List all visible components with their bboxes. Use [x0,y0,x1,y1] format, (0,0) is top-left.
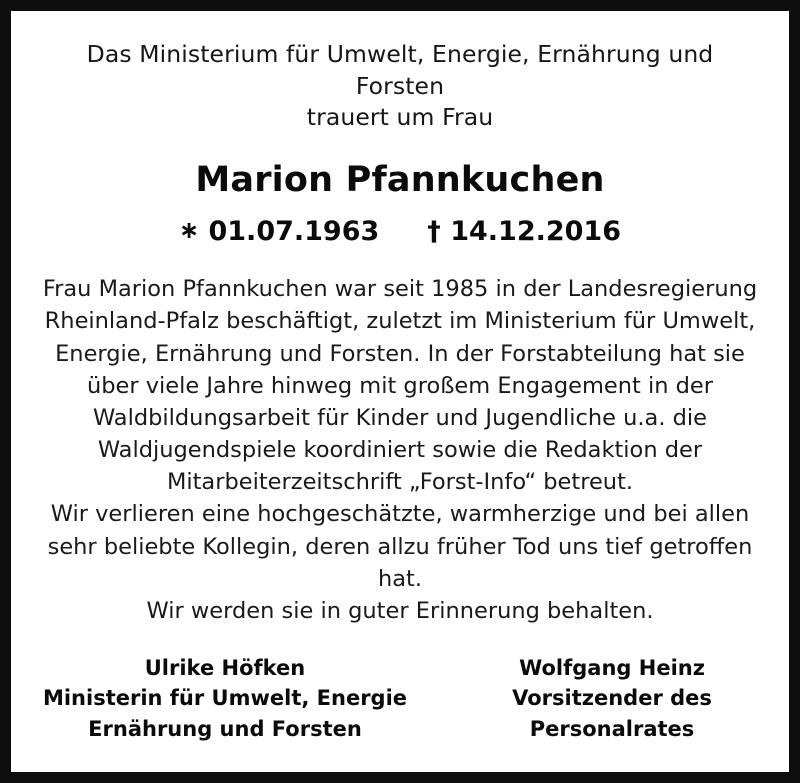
paragraph-tribute: Wir verlieren eine hochgeschätzte, warmherzige und bei allen sehr beliebte Kollegin, deren allzu früher Tod uns tief getroffen hat. [47,501,753,592]
deceased-name: Marion Pfannkuchen [195,160,605,201]
signatory-name: Ulrike Höfken [144,656,306,681]
birth-date: 01.07.1963 [208,216,380,248]
death-date: 14.12.2016 [450,216,622,248]
life-dates [179,216,621,247]
signatory-role-line-1: Vorsitzender des [512,686,712,711]
birth-star-icon: ∗ [178,216,200,245]
signatory-minister [43,653,407,744]
paragraph-biography: Frau Marion Pfannkuchen war seit 1985 in der Landesregierung Rheinland-Pfalz beschäftigt, zuletzt im Ministerium für Umwelt, Energie, Ernährung und Forsten. In der Forstabteilung hat sie über viele Jahre hinweg mit großem Engagement in der Waldbildungsarbeit für Kinder und Jugendliche u.a. die Waldjugendspiele koordiniert sowie die Redaktion der Mitarbeiterzeitschrift „Forst-Info“ betreut. [42,276,758,496]
signatory-role-line-2: Ernährung und Forsten [88,716,362,741]
death-date-group [427,216,621,247]
birth-date-group [179,216,379,247]
signatories [39,653,761,744]
intro-line-1: Das Ministerium für Umwelt, Energie, Ernährung und Forsten [86,40,714,100]
signatory-role-line-2: Personalrates [529,716,695,741]
signatory-name: Wolfgang Heinz [519,656,705,681]
signatory-role-line-1: Ministerin für Umwelt, Energie [42,686,408,711]
obituary-body [39,273,761,627]
intro-text [39,39,761,134]
death-cross-icon: † [427,216,441,248]
paragraph-remembrance: Wir werden sie in guter Erinnerung behalten. [146,597,654,624]
intro-line-2: trauert um Frau [306,103,494,132]
signatory-staff-council [467,653,757,744]
